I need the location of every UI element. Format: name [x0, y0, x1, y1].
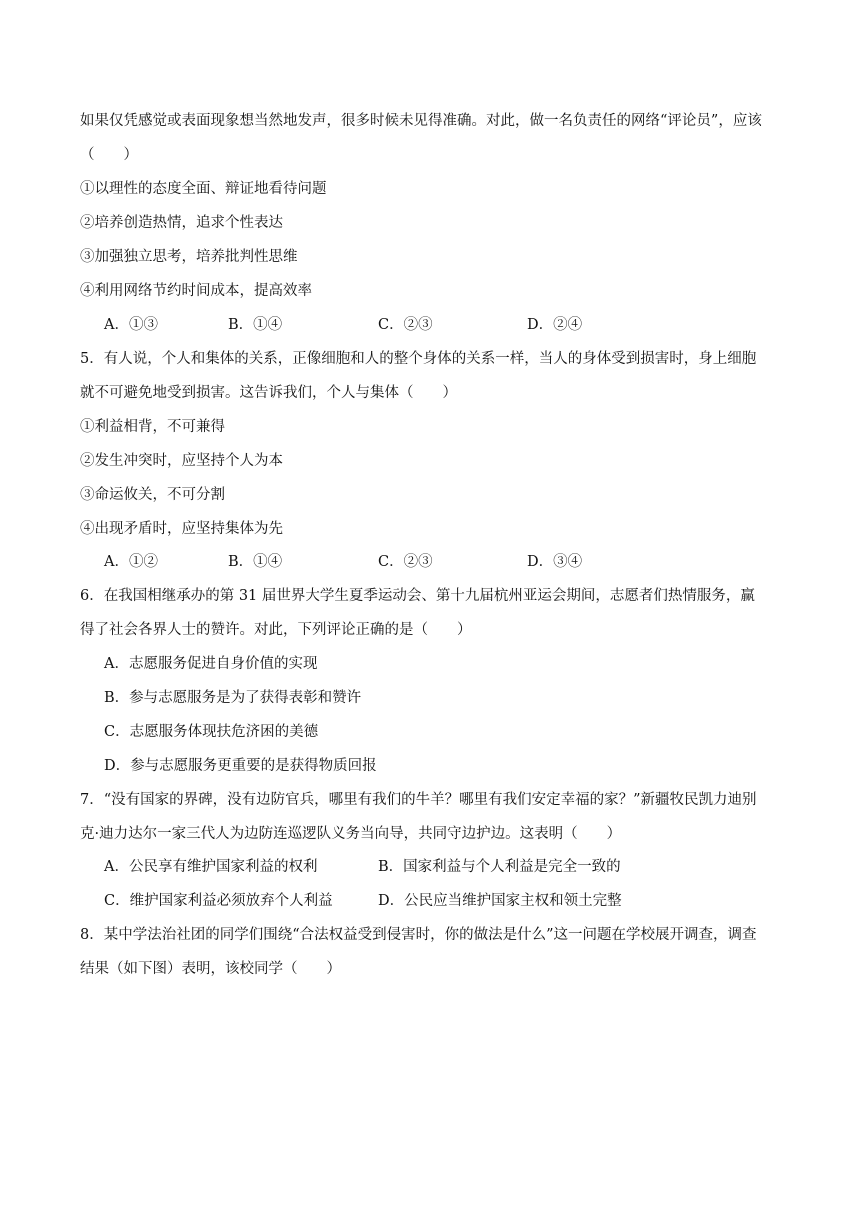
q4-stem-line1: 如果仅凭感觉或表面现象想当然地发声，很多时候未见得准确。对此，做一名负责任的网络“评论员”，应该 — [80, 113, 762, 129]
q4-option-a[interactable]: A．①③ — [104, 317, 158, 333]
q5-stem-line1: 5．有人说，个人和集体的关系，正像细胞和人的整个身体的关系一样，当人的身体受到损害时，身上细胞 — [80, 351, 757, 367]
q4-option-c[interactable]: C．②③ — [378, 317, 433, 333]
q5-item-4: ④出现矛盾时，应坚持集体为先 — [80, 521, 283, 537]
q5-option-c[interactable]: C．②③ — [378, 554, 433, 570]
q5-item-1: ①利益相背，不可兼得 — [80, 419, 225, 435]
q6-option-b[interactable]: B．参与志愿服务是为了获得表彰和赞许 — [104, 690, 362, 706]
q6-stem-line2: 得了社会各界人士的赞许。对此，下列评论正确的是（ ） — [80, 622, 472, 638]
q5-option-b[interactable]: B．①④ — [228, 554, 283, 570]
q6-stem-line1: 6．在我国相继承办的第 31 届世界大学生夏季运动会、第十九届杭州亚运会期间，志愿者们热情服务，赢 — [80, 588, 755, 604]
q4-stem-line2: （ ） — [80, 147, 138, 163]
q6-option-d[interactable]: D．参与志愿服务更重要的是获得物质回报 — [104, 758, 377, 774]
q4-option-d[interactable]: D．②④ — [527, 317, 583, 333]
q4-option-b[interactable]: B．①④ — [228, 317, 283, 333]
q8-stem-line1: 8．某中学法治社团的同学们围绕“合法权益受到侵害时，你的做法是什么”这一问题在学校展开调查，调查 — [80, 927, 757, 943]
q5-option-d[interactable]: D．③④ — [527, 554, 583, 570]
q5-option-a[interactable]: A．①② — [104, 554, 158, 570]
q4-item-2: ②培养创造热情，追求个性表达 — [80, 215, 283, 231]
q7-stem-line1: 7．“没有国家的界碑，没有边防官兵，哪里有我们的牛羊？哪里有我们安定幸福的家？”新疆牧民凯力迪别 — [80, 792, 757, 808]
q7-option-b[interactable]: B．国家利益与个人利益是完全一致的 — [378, 859, 621, 875]
q8-stem-line2: 结果（如下图）表明，该校同学（ ） — [80, 961, 341, 977]
q5-item-3: ③命运攸关，不可分割 — [80, 487, 225, 503]
q7-stem-line2: 克·迪力达尔一家三代人为边防连巡逻队义务当向导，共同守边护边。这表明（ ） — [80, 826, 622, 842]
q7-option-c[interactable]: C．维护国家利益必须放弃个人利益 — [104, 893, 333, 909]
q5-stem-line2: 就不可避免地受到损害。这告诉我们，个人与集体（ ） — [80, 385, 457, 401]
q5-item-2: ②发生冲突时，应坚持个人为本 — [80, 453, 283, 469]
q7-option-d[interactable]: D．公民应当维护国家主权和领土完整 — [378, 893, 622, 909]
q6-option-a[interactable]: A．志愿服务促进自身价值的实现 — [104, 656, 318, 672]
q4-item-1: ①以理性的态度全面、辩证地看待问题 — [80, 181, 327, 197]
q6-option-c[interactable]: C．志愿服务体现扶危济困的美德 — [104, 724, 319, 740]
q4-item-4: ④利用网络节约时间成本，提高效率 — [80, 283, 312, 299]
q7-option-a[interactable]: A．公民享有维护国家利益的权利 — [104, 859, 318, 875]
q4-item-3: ③加强独立思考，培养批判性思维 — [80, 249, 298, 265]
